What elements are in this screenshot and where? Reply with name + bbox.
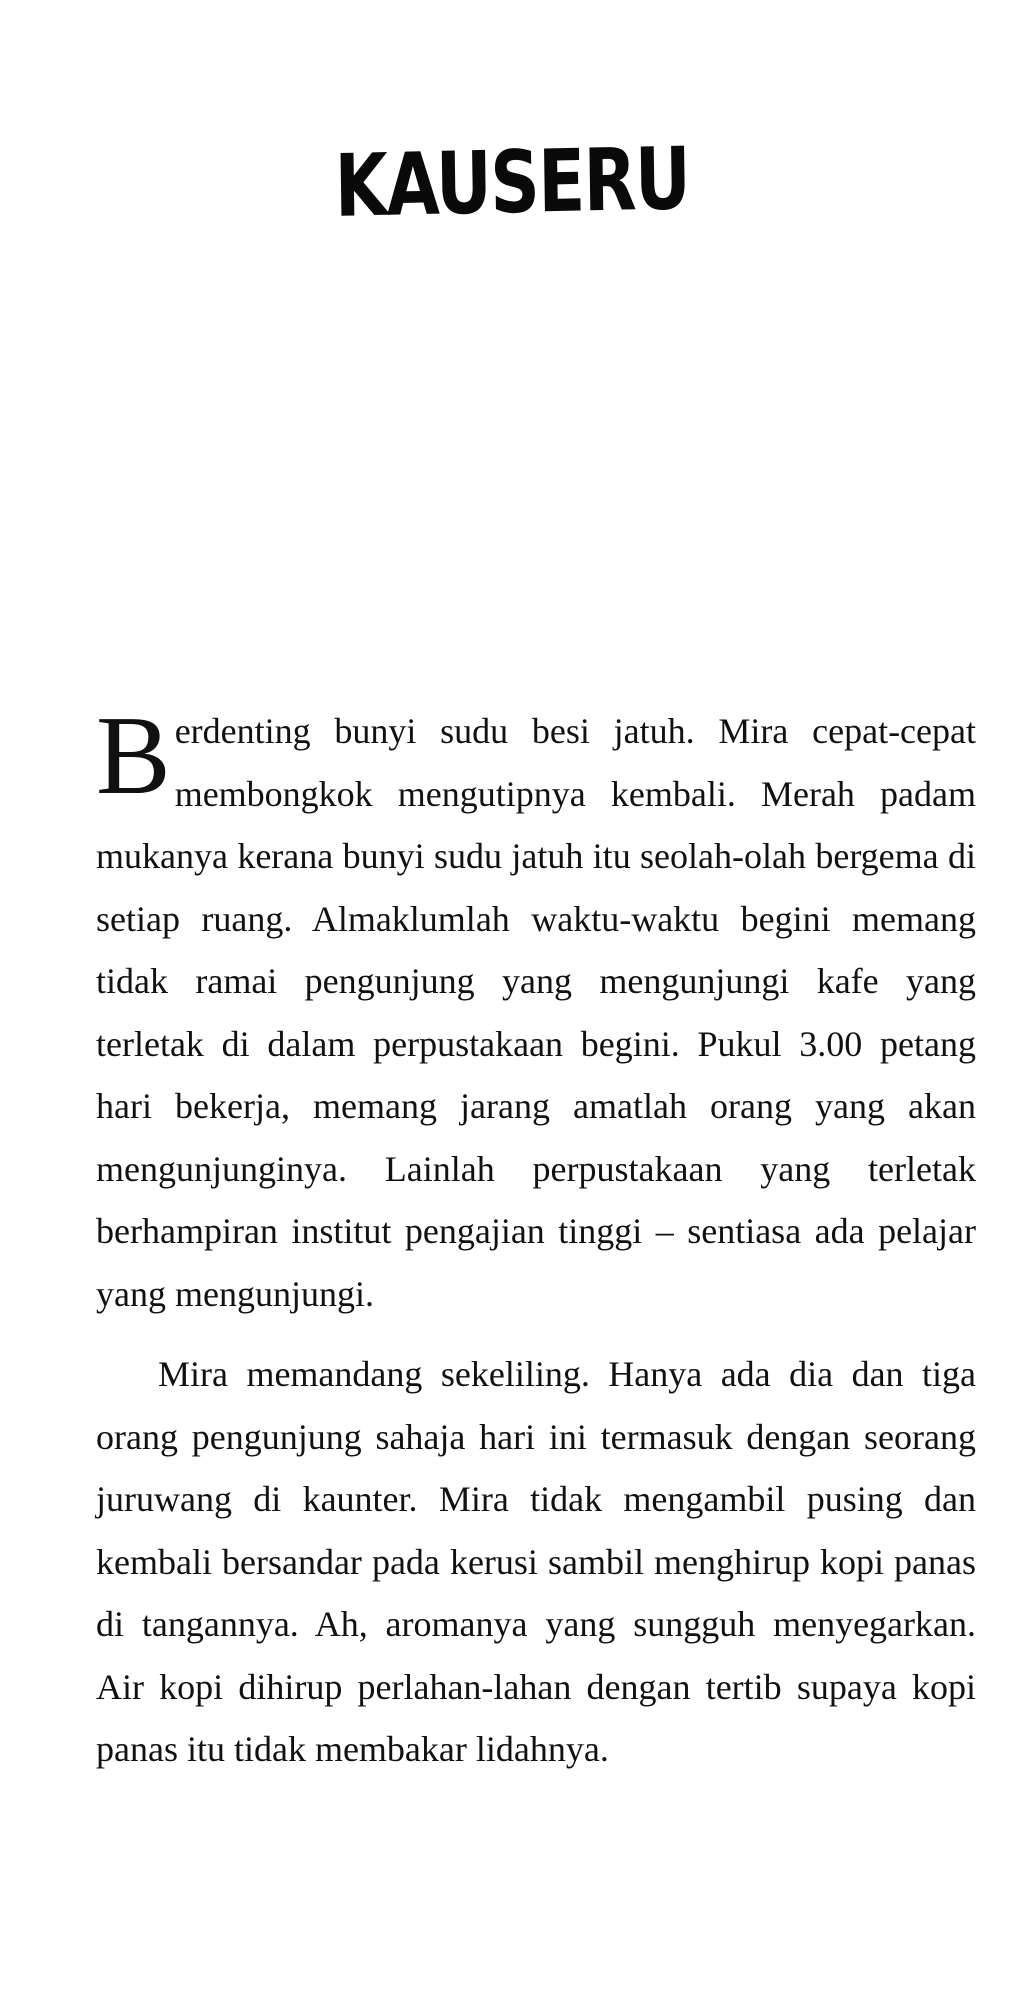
paragraph-2: Mira memandang sekeliling. Hanya ada dia dan tiga orang pengunjung sahaja hari ini termasuk dengan seorang juruwang di kaunter. Mira tidak mengambil pusing dan kembali bersandar pada kerusi sambil menghirup kopi panas di tangannya. Ah, aromanya yang sungguh menyegarkan. Air kopi dihirup perlahan-lahan dengan tertib supaya kopi panas itu tidak membakar lidahnya.: [96, 1354, 976, 1769]
chapter-title: KAUSERU: [334, 129, 690, 237]
paragraph-1: Berdenting bunyi sudu besi jatuh. Mira cepat-cepat membongkok mengutipnya kembali. Merah padam mukanya kerana bunyi sudu jatuh itu seolah-olah bergema di setiap ruang. Almaklumlah waktu-waktu begini memang tidak ramai pengunjung yang mengunjungi kafe yang terletak di dalam perpustakaan begini. Pukul 3.00 petang hari bekerja, memang jarang amatlah orang yang akan mengunjunginya. Lainlah perpustakaan yang terletak berhampiran institut pengajian tinggi – sentiasa ada pelajar yang mengunjungi.: [96, 694, 976, 1314]
chapter-body: [96, 694, 976, 1781]
